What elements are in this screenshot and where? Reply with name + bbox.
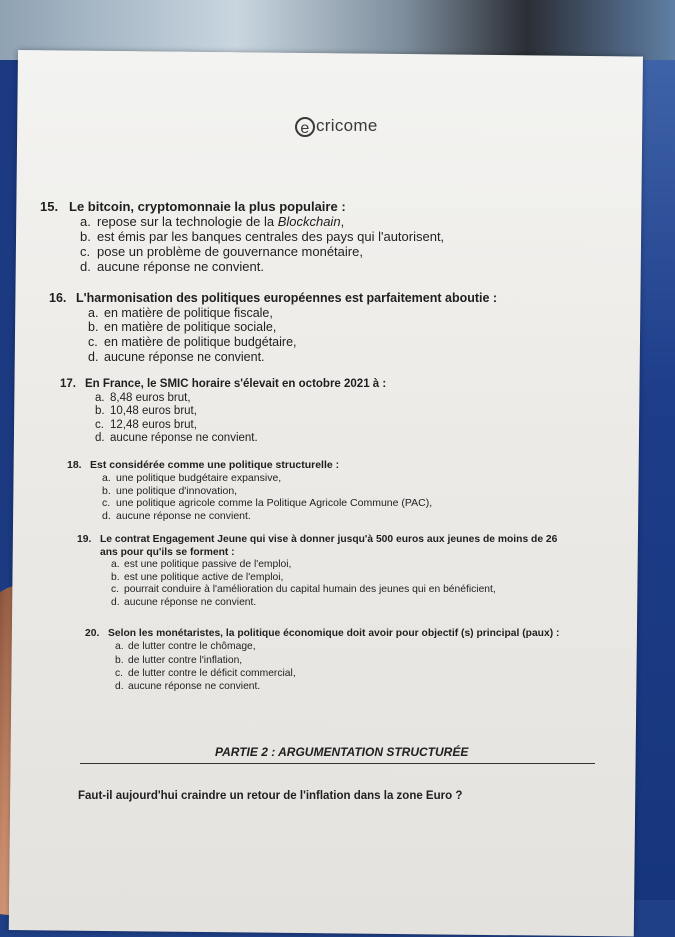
question-text: En France, le SMIC horaire s'élevait en octobre 2021 à : <box>85 378 387 390</box>
answer-item: a. en matière de politique fiscale, <box>88 305 273 320</box>
answer-list <box>115 640 559 693</box>
answer-item: b. de lutter contre l'inflation, <box>115 654 243 666</box>
answer-item: c. en matière de politique budgétaire, <box>88 335 297 350</box>
question-text: Le bitcoin, cryptomonnaie la plus populaire : <box>69 199 346 214</box>
answer-item: b. est émis par les banques centrales des pays qui l'autorisent, <box>80 229 445 244</box>
question-title <box>49 291 497 306</box>
question-title <box>67 459 432 472</box>
answer-item: b. une politique d'innovation, <box>102 484 238 497</box>
question-number: 19. <box>77 534 92 545</box>
answer-item: d. aucune réponse ne convient. <box>95 432 258 444</box>
answer-item: a. de lutter contre le chômage, <box>115 641 256 653</box>
ecricome-logo <box>295 116 378 137</box>
question-title <box>40 199 444 214</box>
answer-list <box>95 392 386 446</box>
answer-item: d. aucune réponse ne convient. <box>111 596 257 608</box>
question-16 <box>49 291 497 365</box>
question-title-line2: ans pour qu'ils se forment : <box>100 546 235 558</box>
question-number: 15. <box>40 199 59 214</box>
answer-item: c. 12,48 euros brut, <box>95 418 197 431</box>
answer-item: a. repose sur la technologie de la Blockchain, <box>80 214 345 229</box>
logo-text: cricome <box>316 116 378 135</box>
question-19 <box>77 534 557 610</box>
logo-mark: e <box>295 117 315 137</box>
answer-item: d. aucune réponse ne convient. <box>102 510 251 523</box>
question-text: Selon les monétaristes, la politique économique doit avoir pour objectif (s) principal (paux) : <box>108 628 560 639</box>
question-text: Le contrat Engagement Jeune qui vise à donner jusqu'à 500 euros aux jeunes de moins de 26 <box>100 534 558 545</box>
answer-item: a. est une politique passive de l'emploi, <box>111 559 292 571</box>
answer-item: b. en matière de politique sociale, <box>88 320 277 335</box>
question-text: L'harmonisation des politiques européennes est parfaitement aboutie : <box>76 291 498 305</box>
answer-item: a. 8,48 euros brut, <box>95 391 191 404</box>
answer-item: d. aucune réponse ne convient. <box>115 681 261 693</box>
answer-item: d. aucune réponse ne convient. <box>80 259 264 274</box>
question-20 <box>85 627 559 693</box>
answer-list <box>111 559 557 609</box>
divider <box>80 763 595 764</box>
question-number: 20. <box>85 628 100 639</box>
answer-list <box>88 306 497 365</box>
section-heading: PARTIE 2 : ARGUMENTATION STRUCTURÉE <box>215 745 469 759</box>
question-title <box>60 378 386 392</box>
question-number: 17. <box>60 378 76 390</box>
essay-question: Faut-il aujourd'hui craindre un retour de l'inflation dans la zone Euro ? <box>78 790 463 802</box>
question-15 <box>40 199 444 274</box>
answer-item: c. pourrait conduire à l'amélioration du capital humain des jeunes qui en bénéficient, <box>111 584 496 596</box>
answer-item: b. 10,48 euros brut, <box>95 405 197 417</box>
answer-item: a. une politique budgétaire expansive, <box>102 471 282 484</box>
question-title <box>77 534 557 547</box>
answer-item: c. de lutter contre le déficit commercial, <box>115 667 296 679</box>
question-17 <box>60 378 386 446</box>
question-number: 18. <box>67 459 82 471</box>
question-title <box>85 627 559 640</box>
question-18 <box>67 459 432 523</box>
answer-item: c. pose un problème de gouvernance monétaire, <box>80 244 363 259</box>
answer-item: c. une politique agricole comme la Politique Agricole Commune (PAC), <box>102 497 433 510</box>
answer-list <box>102 472 432 523</box>
question-text: Est considérée comme une politique structurelle : <box>90 459 340 471</box>
answer-item: b. est une politique active de l'emploi, <box>111 571 284 583</box>
question-number: 16. <box>49 291 67 305</box>
answer-list <box>80 214 444 274</box>
answer-item: d. aucune réponse ne convient. <box>88 349 265 364</box>
